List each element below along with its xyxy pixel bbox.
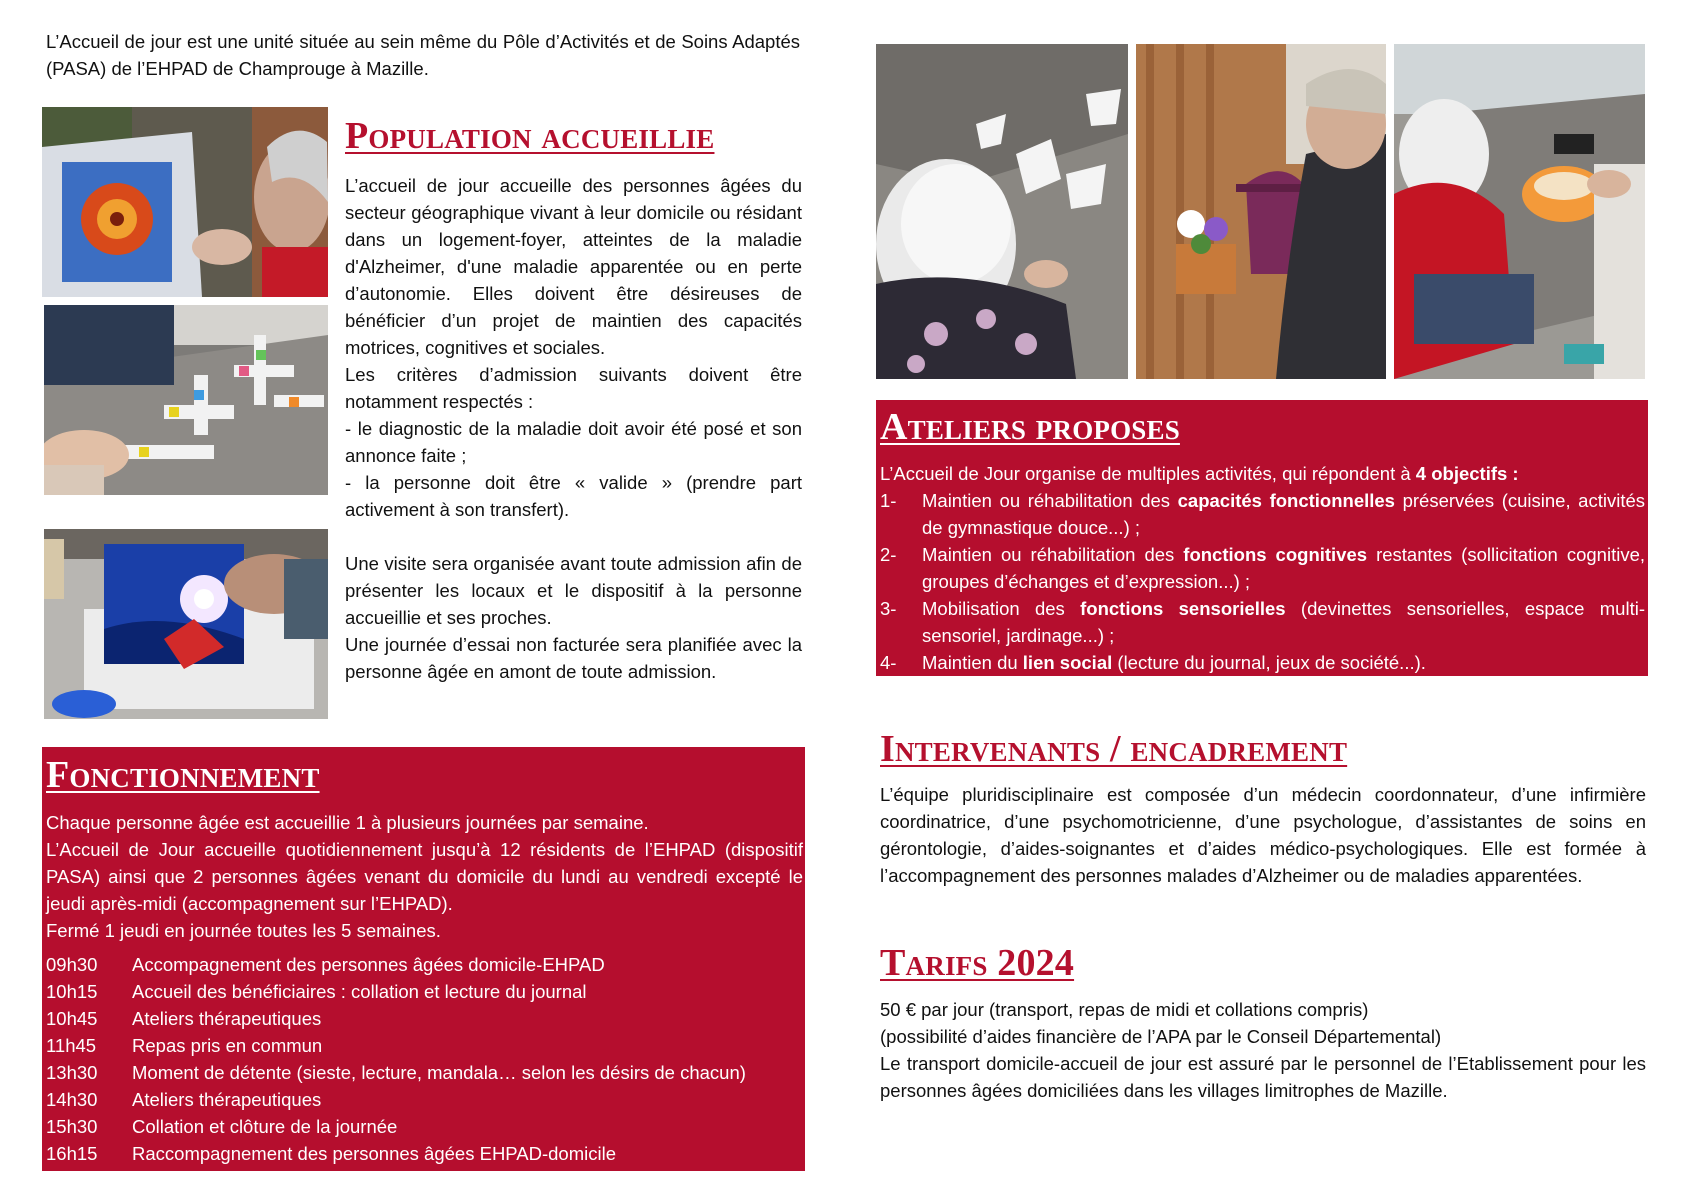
tarifs-text <box>880 996 1646 1104</box>
population-paragraph: L’accueil de jour accueille des personnes âgées du secteur géographique vivant à leur domicile ou résidant dans un logement-foyer, atteintes de la maladie d'Alzheimer, d'une maladie apparentée ou en perte d’autonomie. Elles doivent être désireuses de bénéficier d’un projet de maintien des capacités motrices, cognitives et sociales. <box>345 175 802 358</box>
fonctionnement-title: Fonctionnement <box>46 754 320 796</box>
objective-item <box>880 649 1645 676</box>
schedule-row <box>46 1086 803 1113</box>
population-paragraph: Une journée d’essai non facturée sera planifiée avec la personne âgée en amont de toute admission. <box>345 634 802 682</box>
objective-number: 4- <box>880 652 897 673</box>
schedule-time: 10h15 <box>46 981 98 1002</box>
objective-item <box>880 487 1645 541</box>
objective-item <box>880 541 1645 595</box>
schedule-label: Collation et clôture de la journée <box>132 1116 398 1137</box>
schedule-label: Accueil des bénéficiaires : collation et lecture du journal <box>132 981 587 1002</box>
schedule-row <box>46 1059 803 1086</box>
objective-text <box>922 541 1645 595</box>
population-paragraph: - le diagnostic de la maladie doit avoir été posé et son annonce faite ; <box>345 418 802 466</box>
photo-mandala-painting <box>42 107 328 297</box>
population-paragraph: Les critères d’admission suivants doivent être notamment respectés : <box>345 364 802 412</box>
photo-domino-game <box>44 305 328 495</box>
objective-bold: fonctions sensorielles <box>1080 598 1286 619</box>
objective-number: 3- <box>880 598 897 619</box>
ateliers-title: Ateliers proposes <box>880 406 1180 448</box>
tarifs-line: 50 € par jour (transport, repas de midi et collations compris) <box>880 999 1369 1020</box>
objective-number: 2- <box>880 544 897 565</box>
objective-text-part: (devinettes sensorielles, espace multi-sensoriel, jardinage...) ; <box>922 598 1645 646</box>
schedule-row <box>46 1113 803 1140</box>
schedule-list <box>46 951 803 1167</box>
schedule-row <box>46 1032 803 1059</box>
schedule-row <box>46 978 803 1005</box>
objective-number: 1- <box>880 490 897 511</box>
schedule-time: 10h45 <box>46 1008 98 1029</box>
schedule-label: Accompagnement des personnes âgées domicile-EHPAD <box>132 954 605 975</box>
objective-text-part: Maintien ou réhabilitation des <box>922 490 1178 511</box>
intervenants-text <box>880 781 1646 889</box>
photo-watering-plants <box>1136 44 1386 379</box>
schedule-label: Raccompagnement des personnes âgées EHPAD-domicile <box>132 1143 616 1164</box>
schedule-label: Moment de détente (sieste, lecture, mandala… selon les désirs de chacun) <box>132 1062 746 1083</box>
tarifs-line: Le transport domicile-accueil de jour est assuré par le personnel de l’Etablissement pour les personnes âgées domiciliées dans les villages limitrophes de Mazille. <box>880 1053 1646 1101</box>
population-paragraph: Une visite sera organisée avant toute admission afin de présenter les locaux et le dispositif à la personne accueillie et ses proches. <box>345 553 802 628</box>
objective-item <box>880 595 1645 649</box>
objective-text-part: restantes (sollicitation cognitive, groupes d’échanges et d’expression...) ; <box>922 544 1645 592</box>
ateliers-text <box>880 460 1645 676</box>
schedule-label: Repas pris en commun <box>132 1035 323 1056</box>
objective-text-part: Maintien ou réhabilitation des <box>922 544 1184 565</box>
schedule-time: 13h30 <box>46 1062 98 1083</box>
intervenants-title: Intervenants / encadrement <box>880 728 1348 770</box>
tarifs-title: Tarifs 2024 <box>880 942 1075 984</box>
schedule-time: 16h15 <box>46 1143 98 1164</box>
ateliers-box <box>876 400 1648 676</box>
population-title: Population accueillie <box>345 115 715 157</box>
objective-text-part: Maintien du <box>922 652 1023 673</box>
photo-blue-painting <box>44 529 328 719</box>
objective-text-part: (lecture du journal, jeux de société...). <box>1112 652 1426 673</box>
objective-text <box>922 487 1645 541</box>
intro-paragraph <box>46 28 800 82</box>
schedule-label: Ateliers thérapeutiques <box>132 1089 322 1110</box>
intervenants-paragraph: L’équipe pluridisciplinaire est composée d’un médecin coordonnateur, d’une infirmière coordinatrice, d’une psychomotricienne, d’une psychologue, d’assistantes de soins en gérontologie, d’aides-soignantes et d’aides médico-psychologiques. Elle est formée à l’accompagnement des personnes malades d’Alzheimer ou de maladies apparentées. <box>880 784 1646 886</box>
schedule-time: 11h45 <box>46 1035 97 1056</box>
schedule-time: 09h30 <box>46 954 98 975</box>
objective-bold: fonctions cognitives <box>1183 544 1368 565</box>
fonctionnement-paragraph: Chaque personne âgée est accueillie 1 à plusieurs journées par semaine. <box>46 812 649 833</box>
population-text <box>345 172 802 685</box>
fonctionnement-text <box>46 809 803 944</box>
fonctionnement-paragraph: L’Accueil de Jour accueille quotidiennement jusqu’à 12 résidents de l’EHPAD (dispositif PASA) ainsi que 2 personnes âgées venant du domicile du lundi au vendredi excepté le jeudi après-midi (accompagnement sur l’EHPAD). <box>46 839 803 914</box>
objective-bold: lien social <box>1022 652 1113 673</box>
population-paragraph: - la personne doit être « valide » (prendre part activement à son transfert). <box>345 472 802 520</box>
ateliers-intro-bold: 4 objectifs : <box>1415 463 1519 484</box>
schedule-row <box>46 1140 803 1167</box>
objective-text <box>922 595 1645 649</box>
objective-bold: capacités fonctionnelles <box>1177 490 1395 511</box>
schedule-row <box>46 1005 803 1032</box>
photo-cooking-activity <box>1394 44 1645 379</box>
ateliers-intro-text: L’Accueil de Jour organise de multiples activités, qui répondent à <box>880 463 1416 484</box>
objective-text-part: préservées (cuisine, activités de gymnastique douce...) ; <box>922 490 1646 538</box>
objective-text <box>922 649 1645 676</box>
fonctionnement-box <box>42 747 805 1171</box>
intro-text: L’Accueil de jour est une unité située au sein même du Pôle d’Activités et de Soins Adaptés (PASA) de l’EHPAD de Champrouge à Mazille. <box>46 31 800 79</box>
ateliers-intro <box>880 460 1645 487</box>
photo-paper-cutting <box>876 44 1128 379</box>
tarifs-line: (possibilité d’aides financière de l’APA par le Conseil Départemental) <box>880 1026 1442 1047</box>
schedule-row <box>46 951 803 978</box>
fonctionnement-paragraph: Fermé 1 jeudi en journée toutes les 5 semaines. <box>46 920 441 941</box>
schedule-time: 15h30 <box>46 1116 98 1137</box>
schedule-label: Ateliers thérapeutiques <box>132 1008 322 1029</box>
objective-text-part: Mobilisation des <box>922 598 1081 619</box>
schedule-time: 14h30 <box>46 1089 98 1110</box>
